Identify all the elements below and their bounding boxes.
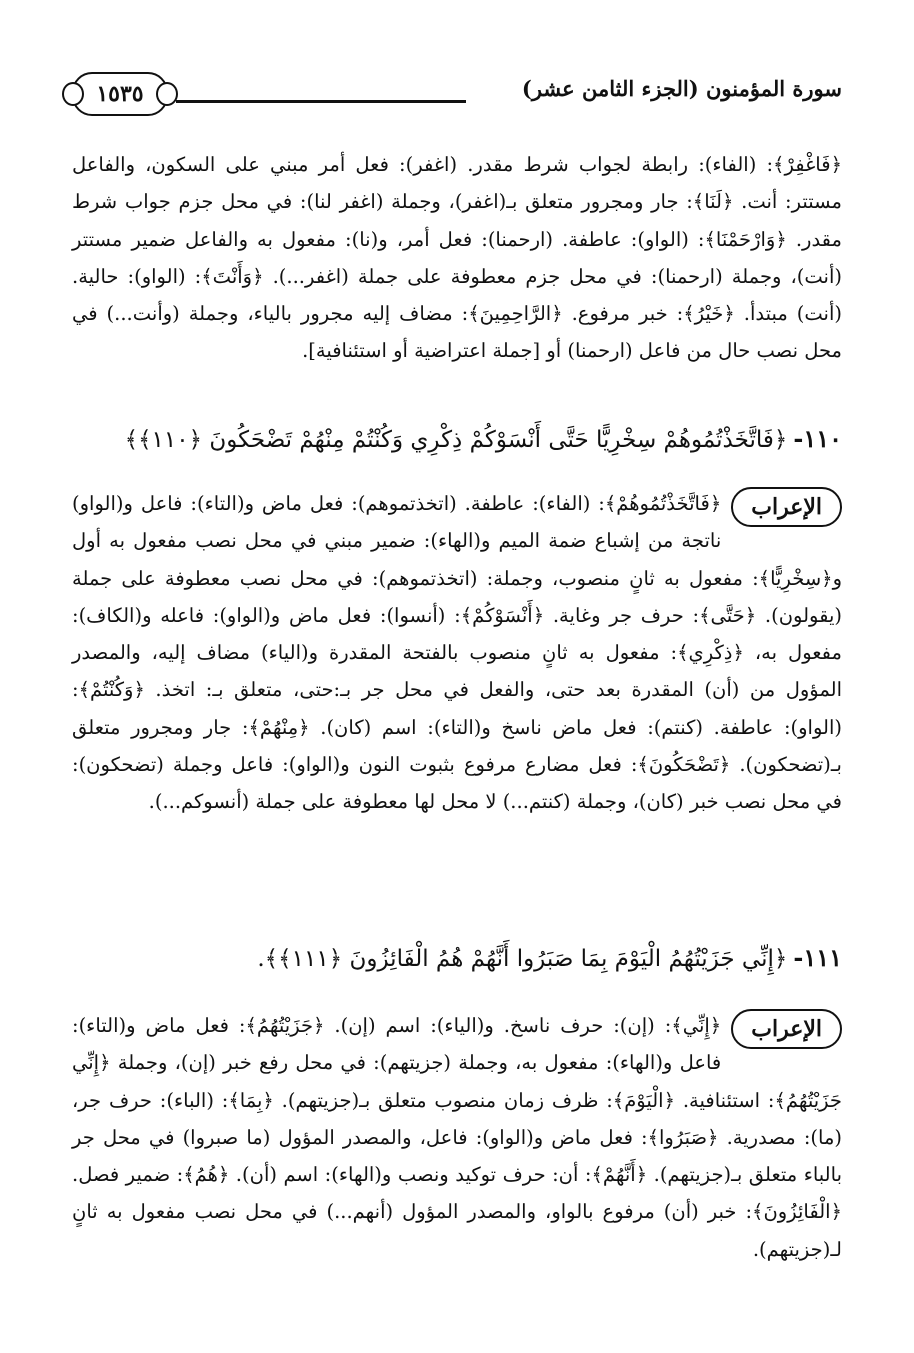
verse-number: ١١٠- [793, 424, 842, 453]
verse-number: ١١١- [793, 943, 842, 972]
page-header [72, 70, 842, 120]
verse-111 [150, 943, 842, 972]
page-number: ١٥٣٥ [96, 81, 144, 107]
commentary-block-1 [72, 146, 842, 370]
iraab-text: ﴿فَاتَّخَذْتُمُوهُمْ﴾: (الفاء): عاطفة. (اتخذتموهم): فعل ماض و(التاء): فاعل و(الواو) ناتجة من إشباع ضمة الميم و(الهاء): ضمير مبني في محل نصب مفعول به أول و﴿سِخْرِيًّا﴾: مفعول به ثانٍ منصوب، وجملة: (اتخذتموهم): في محل نصب معطوفة على جملة (يقولون). ﴿حَتَّى﴾: حرف جر وغاية. ﴿أَنْسَوْكُمْ﴾: (أنسوا): فعل ماض و(الواو): فاعله و(الكاف): مفعول به، ﴿ذِكْرِي﴾: مفعول به ثانٍ منصوب بالفتحة المقدرة و(الياء) مضاف إليه، والمصدر المؤول من (أن) المقدرة بعد حتى، والفعل في محل جر بـ:حتى، متعلق بـ: اتخذ. ﴿وَكُنْتُمْ﴾: (الواو): عاطفة. (كنتم): فعل ماض ناسخ و(التاء): اسم (كان). ﴿مِنْهُمْ﴾: جار ومجرور متعلق بـ(تضحكون). ﴿تَضْحَكُونَ﴾: فعل مضارع مرفوع بثبوت النون و(الواو): فاعل وجملة (تضحكون): في محل نصب خبر (كان)، وجملة (كنتم...) لا محل لها معطوفة على جملة (أنسوكم...). [72, 492, 842, 814]
iraab-label: الإعراب [731, 487, 842, 527]
verse-text: ﴿إِنِّي جَزَيْتُهُمُ الْيَوْمَ بِمَا صَبَرُوا أَنَّهُمْ هُمُ الْفَائِزُونَ ﴿١١١﴾﴾. [257, 946, 788, 972]
iraab-text: ﴿إِنِّي﴾: (إن): حرف ناسخ. و(الياء): اسم (إن). ﴿جَزَيْتُهُمُ﴾: فعل ماض و(التاء): فاعل و(الهاء): مفعول به، وجملة (جزيتهم): في محل رفع خبر (إن)، وجملة ﴿إِنِّي جَزَيْتُهُمُ﴾: استئنافية. ﴿الْيَوْمَ﴾: ظرف زمان منصوب متعلق بـ(جزيتهم). ﴿بِمَا﴾: (الباء): حرف جر، (ما): مصدرية. ﴿صَبَرُوا﴾: فعل ماض و(الواو): فاعل، والمصدر المؤول (ما صبروا) في محل جر بالباء متعلق بـ(جزيتهم). ﴿أَنَّهُمْ﴾: أن: حرف توكيد ونصب و(الهاء): اسم (أن). ﴿هُمُ﴾: ضمير فصل. ﴿الْفَائِزُونَ﴾: خبر (أن) مرفوع بالواو، والمصدر المؤول (أنهم...) في محل نصب مفعول به ثانٍ لـ(جزيتهم). [72, 1014, 842, 1261]
header-rule [176, 100, 466, 103]
iraab-block-111 [72, 1007, 842, 1268]
page-number-frame [72, 72, 168, 116]
verse-text: ﴿فَاتَّخَذْتُمُوهُمْ سِخْرِيًّا حَتَّى أَنْسَوْكُمْ ذِكْرِي وَكُنْتُمْ مِنْهُمْ تَضْحَكُونَ ﴿١١٠﴾﴾ [124, 427, 788, 453]
header-title: سورة المؤمنون (الجزء الثامن عشر) [521, 76, 842, 101]
iraab-label: الإعراب [731, 1009, 842, 1049]
verse-110 [124, 424, 842, 453]
iraab-block-110 [72, 485, 842, 821]
commentary-text: ﴿فَاغْفِرْ﴾: (الفاء): رابطة لجواب شرط مقدر. (اغفر): فعل أمر مبني على السكون، والفاعل مستتر: أنت. ﴿لَنَا﴾: جار ومجرور متعلق بـ(اغفر)، وجملة (اغفر لنا): في محل جزم جواب شرط مقدر. ﴿وَارْحَمْنَا﴾: (الواو): عاطفة. (ارحمنا): فعل أمر، و(نا): مفعول به والفاعل ضمير مستتر (أنت)، وجملة (ارحمنا): في محل جزم معطوفة على جملة (اغفر...). ﴿وَأَنْتَ﴾: (الواو): حالية. (أنت) مبتدأ. ﴿خَيْرُ﴾: خبر مرفوع. ﴿الرَّاحِمِينَ﴾: مضاف إليه مجرور بالياء، وجملة (وأنت...) في محل نصب حال من فاعل (ارحمنا) أو [جملة اعتراضية أو استئنافية]. [72, 153, 842, 363]
